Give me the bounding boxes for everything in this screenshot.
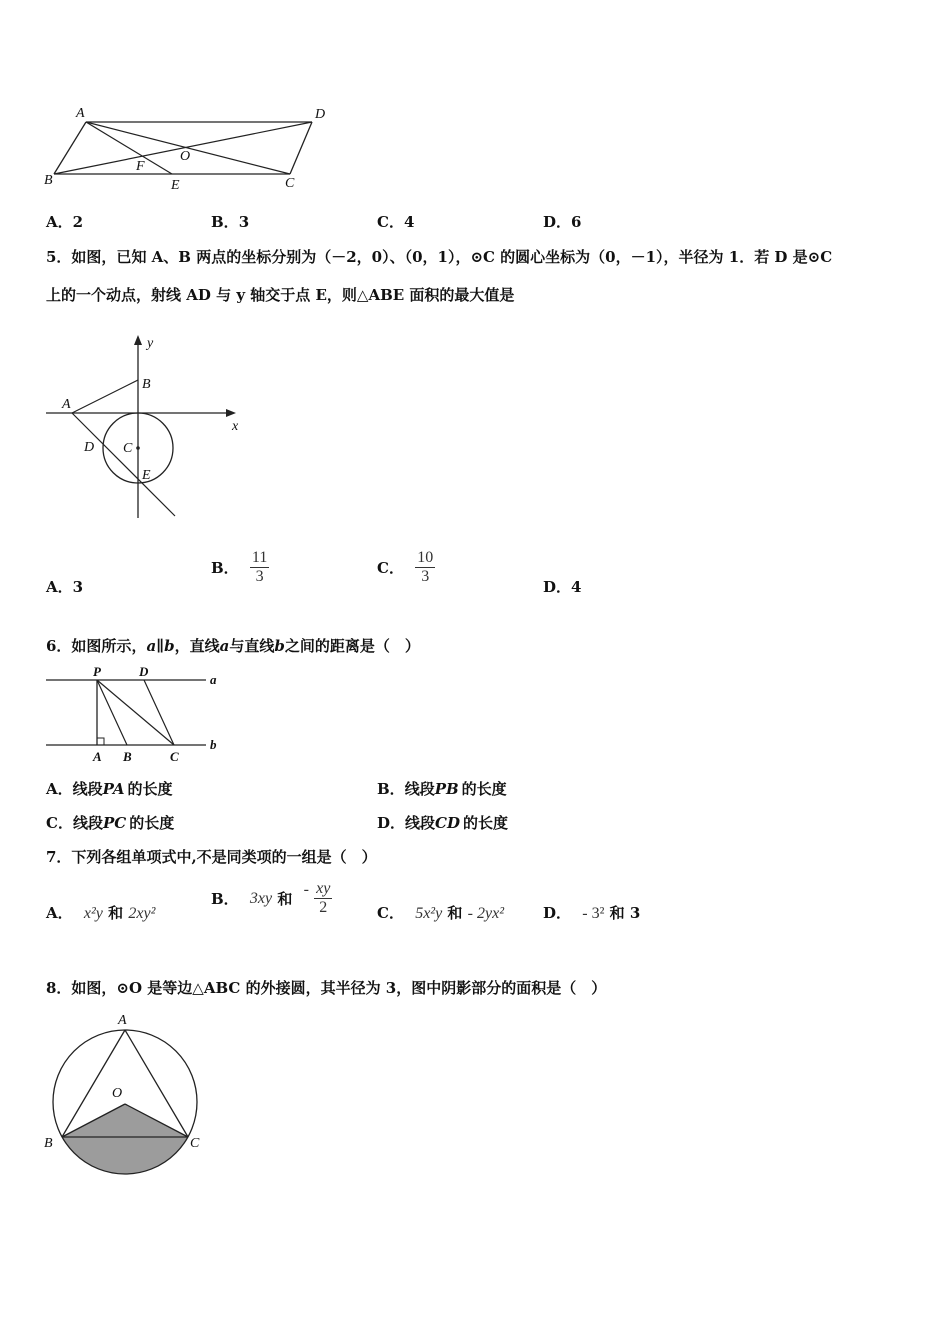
q7-a-expr2: 2xy² (128, 905, 156, 922)
q6-label-d: D (139, 664, 149, 679)
q5-label-d: D (84, 440, 95, 455)
q5-coordinate-figure (40, 330, 260, 525)
q5-option-d[interactable]: D．4 (543, 578, 582, 596)
q5-label-a: A (62, 397, 71, 412)
q7-option-b[interactable]: B． 3xy 和 - $\frac{xy}{2}$ (211, 880, 331, 916)
q5-option-c[interactable]: C． $\frac{10}{3}$ (377, 549, 434, 585)
q6-label-a-line: a (210, 672, 217, 687)
q7-option-d[interactable]: D． - 3² 和 3 (543, 904, 641, 922)
q4-label-f: F (136, 159, 145, 174)
q8-circle-triangle-figure (40, 1008, 220, 1183)
q4-label-b: B (44, 173, 53, 188)
q7-question: 7．下列各组单项式中,不是同类项的一组是（ ） (46, 848, 377, 866)
q6-question: 6．如图所示，a∥b，直线a与直线b之间的距离是（ ） (46, 637, 420, 655)
q6-parallel-lines-figure (40, 662, 230, 767)
q7-b-expr1: 3xy (249, 889, 273, 907)
q8-label-o: O (112, 1086, 123, 1101)
q5-option-a[interactable]: A．3 (46, 578, 84, 596)
q4-label-c: C (285, 176, 295, 191)
q4-label-a: A (76, 106, 85, 121)
q7-b-fraction: $\frac{xy}{2}$ (316, 880, 331, 916)
q5-label-y: y (147, 336, 154, 351)
q4-option-a[interactable]: A．2 (46, 213, 84, 231)
q5-question-line2: 上的一个动点，射线 AD 与 y 轴交于点 E，则△ABE 面积的最大值是 (46, 286, 515, 304)
q6-label-b-line: b (210, 737, 217, 752)
q5-option-b[interactable]: B． $\frac{11}{3}$ (211, 549, 268, 585)
q7-a-expr1: x²y (83, 905, 103, 922)
q6-label-c: C (170, 749, 179, 764)
q4-label-e: E (171, 178, 180, 193)
q4-label-d: D (315, 107, 326, 122)
q5-label-x: x (232, 419, 239, 434)
q7-c-expr2: - 2yx² (467, 905, 504, 922)
q6-label-p: P (93, 664, 101, 679)
q4-option-c[interactable]: C．4 (377, 213, 415, 231)
q6-label-a: A (93, 749, 102, 764)
q5-question-line1: 5．如图，已知 A、B 两点的坐标分别为（－2，0）、（0，1），⊙C 的圆心坐标为（0，－1），半径为 1．若 D 是⊙C (46, 248, 833, 266)
q7-c-expr1: 5x²y (415, 905, 443, 922)
q6-option-d[interactable]: D．线段CD 的长度 (377, 814, 508, 832)
q8-label-c: C (190, 1136, 200, 1151)
q5-option-b-fraction: $\frac{11}{3}$ (251, 549, 268, 585)
q5-label-b: B (142, 377, 151, 392)
q7-option-c[interactable]: C． 5x²y 和 - 2yx² (377, 904, 504, 922)
q4-option-d[interactable]: D．6 (543, 213, 582, 231)
q4-option-b[interactable]: B．3 (211, 213, 250, 231)
q8-label-b: B (44, 1136, 53, 1151)
q4-label-o: O (180, 149, 191, 164)
q6-label-b: B (123, 749, 132, 764)
q5-label-c: C (123, 441, 133, 456)
q4-parallelogram-figure (40, 100, 340, 195)
q6-option-a[interactable]: A．线段PA 的长度 (46, 780, 173, 798)
q7-option-a[interactable]: A． x²y 和 2xy² (46, 904, 156, 922)
q7-d-expr1: - 3² (582, 905, 605, 922)
q8-question: 8．如图，⊙O 是等边△ABC 的外接圆，其半径为 3，图中阴影部分的面积是（ ） (46, 979, 607, 997)
q5-label-e: E (142, 468, 151, 483)
q6-option-c[interactable]: C．线段PC 的长度 (46, 814, 175, 832)
q8-label-a: A (118, 1013, 127, 1028)
q6-option-b[interactable]: B．线段PB 的长度 (377, 780, 507, 798)
q5-option-c-fraction: $\frac{10}{3}$ (417, 549, 434, 585)
